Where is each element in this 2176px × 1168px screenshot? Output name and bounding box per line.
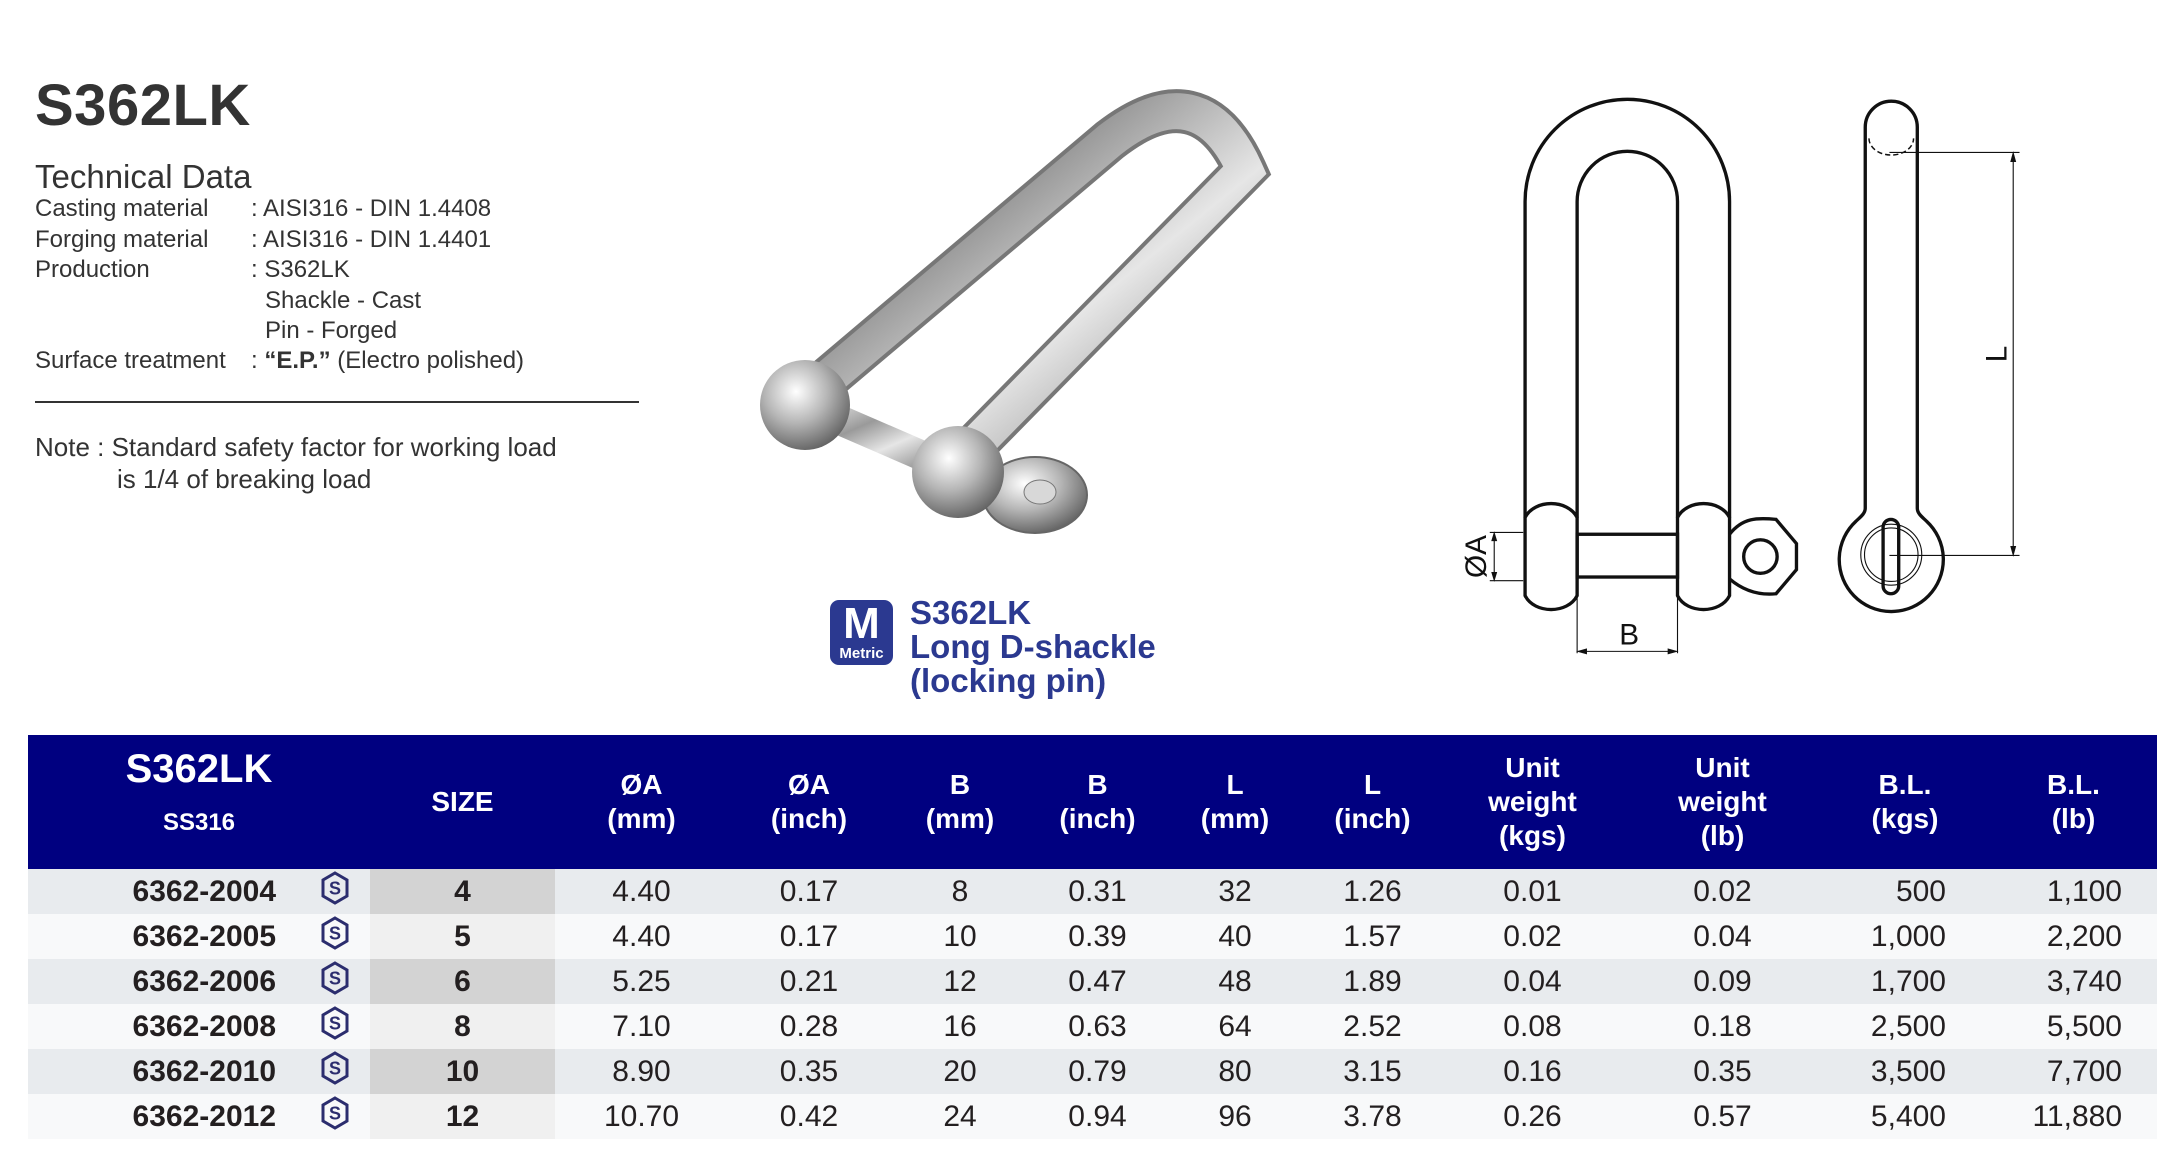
- material-icon-cell: [300, 1094, 370, 1139]
- header-cell: [370, 735, 555, 869]
- metric-badge-text: Metric: [839, 645, 884, 662]
- product-name: Long D-shackle: [910, 628, 1156, 665]
- spec-forging-material: [35, 226, 491, 254]
- b-mm: 16: [890, 1004, 1030, 1049]
- technical-data-heading: Technical Data: [35, 158, 252, 195]
- material-icon-cell: [300, 914, 370, 959]
- header-cell-line: B: [949, 769, 971, 800]
- stainless-steel-s-icon: [320, 1006, 350, 1040]
- unit-weight-lb: 0.18: [1625, 1004, 1820, 1049]
- page-title: S362LK: [35, 73, 251, 138]
- article-number: 6362-2004: [28, 869, 300, 914]
- unit-weight-lb: 0.02: [1625, 869, 1820, 914]
- unit-weight-kgs: 0.08: [1440, 1004, 1625, 1049]
- breaking-load-lb: 2,200: [1990, 914, 2157, 959]
- material-icon-cell: [300, 959, 370, 1004]
- breaking-load-lb: 1,100: [1990, 869, 2157, 914]
- spec-production-pin: Pin - Forged: [265, 317, 398, 344]
- header-cell-line: B: [1087, 769, 1108, 800]
- dia-a-inch: 0.35: [728, 1049, 890, 1094]
- header-cell-line: Unit: [1505, 752, 1560, 783]
- article-number: 6362-2006: [28, 959, 300, 1004]
- breaking-load-kgs: 1,700: [1820, 959, 1990, 1004]
- l-mm: 80: [1165, 1049, 1305, 1094]
- article-number: 6362-2008: [28, 1004, 300, 1049]
- unit-weight-lb: 0.09: [1625, 959, 1820, 1004]
- spec-label: Surface treatment: [35, 347, 226, 374]
- header-product: [28, 735, 370, 869]
- l-inch: 3.15: [1305, 1049, 1440, 1094]
- header-cell: [1305, 735, 1440, 869]
- metric-badge-letter: M: [843, 599, 880, 648]
- product-code: S362LK: [910, 594, 1032, 631]
- stainless-steel-s-icon: [320, 961, 350, 995]
- spec-value: : AISI316 - DIN 1.4401: [251, 226, 492, 253]
- icon-letter: S: [328, 1013, 342, 1033]
- unit-weight-kgs: 0.01: [1440, 869, 1625, 914]
- icon-letter: S: [328, 1058, 342, 1078]
- dimension-b-label: B: [1619, 618, 1640, 652]
- dia-a-mm: 4.40: [555, 869, 728, 914]
- l-inch: 1.26: [1305, 869, 1440, 914]
- header-cell-line: weight: [1488, 786, 1577, 817]
- note-line-1: Note : Standard safety factor for working load: [35, 432, 557, 462]
- l-mm: 32: [1165, 869, 1305, 914]
- unit-weight-lb: 0.57: [1625, 1094, 1820, 1139]
- size: 12: [370, 1094, 555, 1139]
- header-cell: [1820, 735, 1990, 869]
- breaking-load-lb: 11,880: [1990, 1094, 2157, 1139]
- header-cell-line: SIZE: [431, 786, 494, 817]
- header-cell-line: (inch): [770, 803, 848, 834]
- b-inch: 0.94: [1030, 1094, 1165, 1139]
- metric-badge: [830, 600, 893, 665]
- stainless-steel-s-icon: [320, 871, 350, 905]
- table-row: [28, 914, 2157, 959]
- icon-letter: S: [328, 923, 342, 943]
- spec-label: Casting material: [35, 195, 209, 222]
- dia-a-mm: 10.70: [555, 1094, 728, 1139]
- dia-a-mm: 7.10: [555, 1004, 728, 1049]
- unit-weight-lb: 0.35: [1625, 1049, 1820, 1094]
- header-product-code: S362LK: [125, 747, 273, 791]
- divider: [35, 401, 639, 403]
- header-cell: [1030, 735, 1165, 869]
- header-cell: [1165, 735, 1305, 869]
- header-cell: [890, 735, 1030, 869]
- article-number: 6362-2005: [28, 914, 300, 959]
- l-mm: 64: [1165, 1004, 1305, 1049]
- b-inch: 0.47: [1030, 959, 1165, 1004]
- header-cell-line: (mm): [1200, 803, 1270, 834]
- header-cell-line: B.L.: [2047, 769, 2100, 800]
- dia-a-inch: 0.17: [728, 914, 890, 959]
- spec-value: : S362LK: [251, 256, 350, 283]
- specifications-table: [28, 735, 2157, 1139]
- table-row: [28, 869, 2157, 914]
- header-cell-line: (kgs): [1499, 820, 1566, 851]
- header-cell-line: Unit: [1695, 752, 1750, 783]
- icon-letter: S: [328, 1103, 342, 1123]
- breaking-load-lb: 7,700: [1990, 1049, 2157, 1094]
- unit-weight-kgs: 0.16: [1440, 1049, 1625, 1094]
- header-cell-line: (mm): [925, 803, 995, 834]
- header-cell: [1440, 735, 1625, 869]
- b-mm: 10: [890, 914, 1030, 959]
- header-cell-line: (inch): [1059, 803, 1136, 834]
- spec-value: : AISI316 - DIN 1.4408: [251, 195, 492, 222]
- unit-weight-kgs: 0.04: [1440, 959, 1625, 1004]
- l-mm: 96: [1165, 1094, 1305, 1139]
- l-mm: 48: [1165, 959, 1305, 1004]
- b-mm: 24: [890, 1094, 1030, 1139]
- header-cell-line: (kgs): [1871, 803, 1939, 834]
- unit-weight-kgs: 0.26: [1440, 1094, 1625, 1139]
- spec-production-shackle: Shackle - Cast: [265, 287, 422, 314]
- header-cell-line: (lb): [2051, 803, 2096, 834]
- unit-weight-kgs: 0.02: [1440, 914, 1625, 959]
- header-cell-line: B.L.: [1878, 769, 1932, 800]
- dia-a-mm: 8.90: [555, 1049, 728, 1094]
- b-inch: 0.39: [1030, 914, 1165, 959]
- breaking-load-kgs: 500: [1820, 869, 1990, 914]
- header-cell-line: L: [1226, 769, 1244, 800]
- b-inch: 0.63: [1030, 1004, 1165, 1049]
- icon-letter: S: [328, 878, 342, 898]
- product-subtitle: (locking pin): [910, 662, 1107, 699]
- header-cell-line: ØA: [788, 769, 830, 800]
- header-cell: [1625, 735, 1820, 869]
- breaking-load-lb: 5,500: [1990, 1004, 2157, 1049]
- spec-casting-material: [35, 195, 491, 223]
- breaking-load-kgs: 5,400: [1820, 1094, 1990, 1139]
- header-material: SS316: [162, 809, 236, 836]
- stainless-steel-s-icon: [320, 916, 350, 950]
- product-photo: [740, 70, 1280, 560]
- header-cell: [728, 735, 890, 869]
- article-number: 6362-2012: [28, 1094, 300, 1139]
- stainless-steel-s-icon: [320, 1096, 350, 1130]
- size: 6: [370, 959, 555, 1004]
- spec-production: [35, 256, 350, 284]
- header-cell: [1990, 735, 2157, 869]
- material-icon-cell: [300, 869, 370, 914]
- spec-surface-treatment: [35, 347, 524, 375]
- table-row: [28, 1004, 2157, 1049]
- breaking-load-lb: 3,740: [1990, 959, 2157, 1004]
- b-mm: 8: [890, 869, 1030, 914]
- l-inch: 1.57: [1305, 914, 1440, 959]
- size: 8: [370, 1004, 555, 1049]
- header-cell-line: L: [1363, 769, 1382, 800]
- dimension-l-label: L: [1980, 345, 2014, 363]
- dimension-a-label: ØA: [1460, 535, 1494, 579]
- spec-value-suffix: (Electro polished): [330, 347, 525, 374]
- table-row: [28, 959, 2157, 1004]
- breaking-load-kgs: 3,500: [1820, 1049, 1990, 1094]
- unit-weight-lb: 0.04: [1625, 914, 1820, 959]
- spec-value-prefix: :: [251, 347, 265, 374]
- size: 5: [370, 914, 555, 959]
- dia-a-inch: 0.21: [728, 959, 890, 1004]
- article-number: 6362-2010: [28, 1049, 300, 1094]
- breaking-load-kgs: 2,500: [1820, 1004, 1990, 1049]
- header-cell-line: weight: [1678, 786, 1767, 817]
- header-cell: [555, 735, 728, 869]
- dia-a-inch: 0.28: [728, 1004, 890, 1049]
- dia-a-mm: 5.25: [555, 959, 728, 1004]
- spec-value-bold: “E.P.”: [264, 347, 331, 374]
- technical-drawing: [1460, 90, 2040, 680]
- l-inch: 1.89: [1305, 959, 1440, 1004]
- size: 10: [370, 1049, 555, 1094]
- l-inch: 2.52: [1305, 1004, 1440, 1049]
- header-cell-line: (inch): [1334, 803, 1411, 834]
- note-line-2: is 1/4 of breaking load: [117, 464, 372, 494]
- l-inch: 3.78: [1305, 1094, 1440, 1139]
- b-inch: 0.79: [1030, 1049, 1165, 1094]
- table-row: [28, 1049, 2157, 1094]
- header-cell-line: (lb): [1700, 820, 1745, 851]
- header-cell-line: (mm): [607, 803, 676, 834]
- breaking-load-kgs: 1,000: [1820, 914, 1990, 959]
- dia-a-mm: 4.40: [555, 914, 728, 959]
- material-icon-cell: [300, 1004, 370, 1049]
- table-header-row: [28, 735, 2157, 869]
- size: 4: [370, 869, 555, 914]
- icon-letter: S: [328, 968, 342, 988]
- spec-label: Production: [35, 256, 150, 283]
- spec-label: Forging material: [35, 226, 209, 253]
- dia-a-inch: 0.17: [728, 869, 890, 914]
- b-mm: 20: [890, 1049, 1030, 1094]
- header-cell-line: ØA: [620, 769, 663, 800]
- b-inch: 0.31: [1030, 869, 1165, 914]
- b-mm: 12: [890, 959, 1030, 1004]
- dia-a-inch: 0.42: [728, 1094, 890, 1139]
- l-mm: 40: [1165, 914, 1305, 959]
- stainless-steel-s-icon: [320, 1051, 350, 1085]
- material-icon-cell: [300, 1049, 370, 1094]
- table-row: [28, 1094, 2157, 1139]
